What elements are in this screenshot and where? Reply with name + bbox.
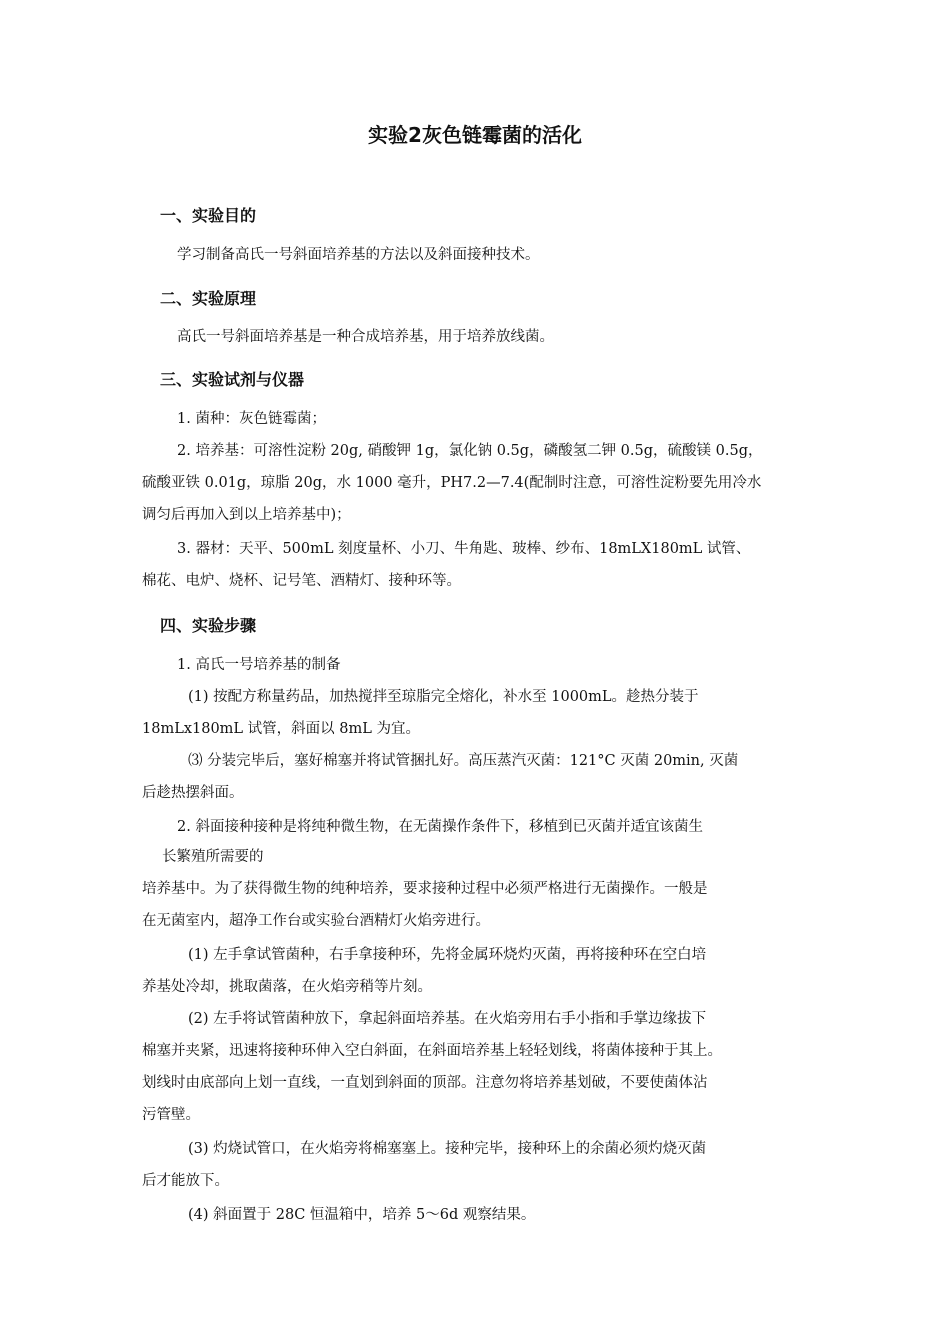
section-heading-materials: 三、实验试剂与仪器: [160, 370, 305, 389]
paragraph-line: 污管壁。: [142, 1107, 200, 1123]
paragraph-line: 划线时由底部向上划一直线，一直划到斜面的顶部。注意勿将培养基划破，不要使菌体沾: [142, 1075, 708, 1091]
paragraph-line: (3) 灼烧试管口，在火焰旁将棉塞塞上。接种完毕，接种环上的余菌必须灼烧灭菌: [188, 1141, 707, 1157]
document-title: 实验2灰色链霉菌的活化: [368, 123, 582, 147]
paragraph-line: ⑶ 分装完毕后，塞好棉塞并将试管捆扎好。高压蒸汽灭菌：121°C 灭菌 20min, 灭菌: [188, 753, 739, 769]
paragraph-line: 养基处冷却，挑取菌落，在火焰旁稍等片刻。: [142, 979, 432, 995]
section-heading-purpose: 一、实验目的: [160, 206, 257, 225]
paragraph-line: 学习制备高氏一号斜面培养基的方法以及斜面接种技术。: [177, 247, 540, 263]
paragraph-line: 棉花、电炉、烧杯、记号笔、酒精灯、接种环等。: [142, 573, 461, 589]
paragraph-line: 后才能放下。: [142, 1173, 229, 1189]
section-heading-principle: 二、实验原理: [160, 289, 257, 308]
paragraph-line: 高氏一号斜面培养基是一种合成培养基，用于培养放线菌。: [177, 329, 554, 345]
paragraph-line: 2. 斜面接种接种是将纯种微生物，在无菌操作条件下，移植到已灭菌并适宜该菌生: [177, 819, 703, 835]
paragraph-line: 硫酸亚铁 0.01g，琼脂 20g，水 1000 毫升，PH7.2—7.4(配制时注意，可溶性淀粉要先用冷水: [142, 475, 762, 491]
paragraph-line: (4) 斜面置于 28C 恒温箱中，培养 5〜6d 观察结果。: [188, 1207, 536, 1223]
paragraph-line: 1. 高氏一号培养基的制备: [177, 657, 341, 673]
paragraph-line: 调匀后再加入到以上培养基中)；: [142, 507, 351, 523]
paragraph-line: 3. 器材：天平、500mL 刻度量杯、小刀、牛角匙、玻棒、纱布、18mLX180mL 试管、: [177, 541, 751, 557]
paragraph-line: 棉塞并夹紧，迅速将接种环伸入空白斜面，在斜面培养基上轻轻划线，将菌体接种于其上。: [142, 1043, 722, 1059]
paragraph-line: 1. 菌种：灰色链霉菌；: [177, 411, 326, 427]
paragraph-line: 在无菌室内，超净工作台或实验台酒精灯火焰旁进行。: [142, 913, 490, 929]
paragraph-line: 长繁殖所需要的: [162, 849, 264, 865]
paragraph-line: (1) 左手拿试管菌种，右手拿接种环，先将金属环烧灼灭菌，再将接种环在空白培: [188, 947, 707, 963]
paragraph-line: 2. 培养基：可溶性淀粉 20g, 硝酸钾 1g，氯化钠 0.5g，磷酸氢二钾 0.5g，硫酸镁 0.5g，: [177, 443, 763, 459]
paragraph-line: 后趁热摆斜面。: [142, 785, 244, 801]
paragraph-line: (1) 按配方称量药品，加热搅拌至琼脂完全熔化，补水至 1000mL。趁热分装于: [188, 689, 699, 705]
paragraph-line: 培养基中。为了获得微生物的纯种培养，要求接种过程中必须严格进行无菌操作。一般是: [142, 881, 708, 897]
section-heading-procedure: 四、实验步骤: [160, 616, 257, 635]
paragraph-line: 18mLx180mL 试管，斜面以 8mL 为宜。: [142, 721, 420, 737]
paragraph-line: (2) 左手将试管菌种放下，拿起斜面培养基。在火焰旁用右手小指和手掌边缘拔下: [188, 1011, 707, 1027]
